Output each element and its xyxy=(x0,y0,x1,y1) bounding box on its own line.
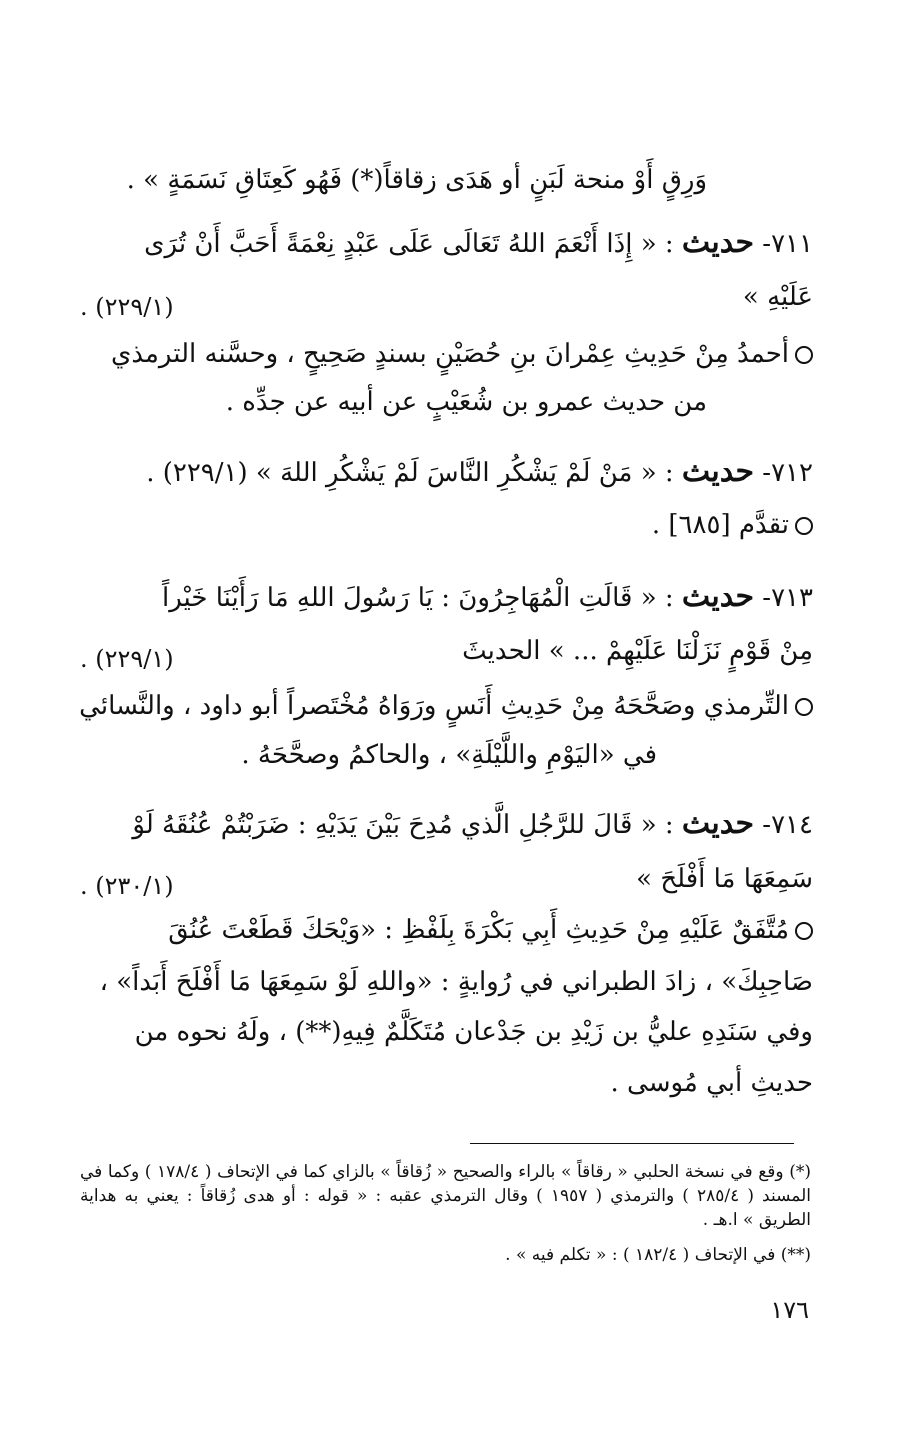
footnote-2: (**) في الإتحاف ( ١٨٢/٤ ) : « تكلم فيه » . xyxy=(505,1245,811,1265)
entry-711-line1 xyxy=(144,226,813,261)
entry-714-comment1: مُتَّفَقٌ عَلَيْهِ مِنْ حَدِيثِ أَبِي بَكْرَةَ بِلَفْظِ : «وَيْحَكَ قَطَعْتَ عُنُقَ xyxy=(168,913,813,947)
entry-713-line1 xyxy=(162,580,813,615)
entry-text: : « قَالَتِ الْمُهَاجِرُونَ : يَا رَسُولَ اللهِ مَا رَأَيْنَا خَيْراً xyxy=(161,583,674,613)
entry-keyword: حديث xyxy=(681,806,755,841)
entry-number: ٧١١- xyxy=(762,229,813,259)
entry-714-comment2: صَاحِبِكَ» ، زادَ الطبراني في رُوايةٍ : «واللهِ لَوْ سَمِعَهَا مَا أَفْلَحَ أَبَداً» ، xyxy=(99,967,813,997)
entry-712-comment1: تقدَّم [٦٨٥] . xyxy=(652,508,813,542)
entry-712-line1 xyxy=(146,455,813,490)
entry-713-ref: (٢٢٩/١) . xyxy=(80,645,174,673)
entry-713-comment1: التِّرمذي وصَحَّحَهُ مِنْ حَدِيثِ أَنَسٍ ورَوَاهُ مُخْتَصراً أبو داود ، والنَّسائي xyxy=(79,689,813,723)
entry-713-comment2: في «اليَوْمِ واللَّيْلَةِ» ، والحاكمُ وصحَّحَهُ . xyxy=(241,740,657,770)
circle-bullet-icon xyxy=(795,517,813,535)
entry-711-ref: (٢٢٩/١) . xyxy=(80,293,174,321)
entry-714-line2: سَمِعَهَا مَا أَفْلَحَ » xyxy=(636,864,813,894)
intro-line: وَرِقٍ أَوْ منحة لَبَنٍ أو هَدَى زقاقاً(*) فَهُو كَعِتَاقِ نَسَمَةٍ » . xyxy=(126,165,707,195)
entry-714-comment3: وفي سَنَدِهِ عليُّ بن زَيْدِ بن جَدْعان مُتَكَلَّمٌ فِيهِ(**) ، ولَهُ نحوه من xyxy=(134,1017,813,1047)
entry-text: : « إِذَا أَنْعَمَ اللهُ تَعَالَى عَلَى عَبْدٍ نِعْمَةً أَحَبَّ أَنْ تُرَى xyxy=(144,229,674,259)
entry-text: : « قَالَ للرَّجُلِ الَّذي مُدِحَ بَيْنَ يَدَيْهِ : ضَرَبْتُمْ عُنُقَهُ لَوْ xyxy=(132,810,674,840)
entry-text: : « مَنْ لَمْ يَشْكُرِ النَّاسَ لَمْ يَشْكُرِ اللهَ » (٢٢٩/١) . xyxy=(146,458,674,488)
entry-713-line2: مِنْ قَوْمٍ نَزَلْنَا عَلَيْهِمْ ... » الحديثَ xyxy=(462,636,813,666)
circle-bullet-icon xyxy=(795,346,813,364)
footnote-1: (*) وقع في نسخة الحلبي « رقاقاً » بالراء والصحيح « زُقاقاً » بالزاي كما في الإتحاف ( ١٧٨/٤ ) وكما في المسند ( ٢٨٥/٤ ) والترمذي ( ١٩٥٧ ) وقال الترمذي عقبه : « قوله : أو هدى زُقاقاً : يعني به هداية الطريق » ا.هـ . xyxy=(80,1162,812,1230)
entry-number: ٧١٢- xyxy=(762,458,813,488)
entry-711-line2: عَلَيْهِ » xyxy=(742,282,813,312)
entry-714-ref: (٢٣٠/١) . xyxy=(80,872,174,900)
entry-number: ٧١٤- xyxy=(762,810,813,840)
entry-714-line1 xyxy=(132,807,813,842)
entry-keyword: حديث xyxy=(681,579,755,614)
entry-keyword: حديث xyxy=(681,454,755,489)
entry-number: ٧١٣- xyxy=(762,583,813,613)
circle-bullet-icon xyxy=(795,922,813,940)
circle-bullet-icon xyxy=(795,698,813,716)
page-number: ١٧٦ xyxy=(770,1296,809,1324)
entry-711-comment2: من حديث عمرو بن شُعَيْبٍ عن أبيه عن جدِّه . xyxy=(225,387,707,417)
entry-keyword: حديث xyxy=(681,225,755,260)
footnote-divider xyxy=(470,1143,794,1144)
entry-711-comment1: أحمدُ مِنْ حَدِيثِ عِمْرانَ بنِ حُصَيْنٍ بسندٍ صَحِيحٍ ، وحسَّنه الترمذي xyxy=(111,337,813,371)
entry-714-comment4: حديثِ أبي مُوسى . xyxy=(610,1068,813,1098)
